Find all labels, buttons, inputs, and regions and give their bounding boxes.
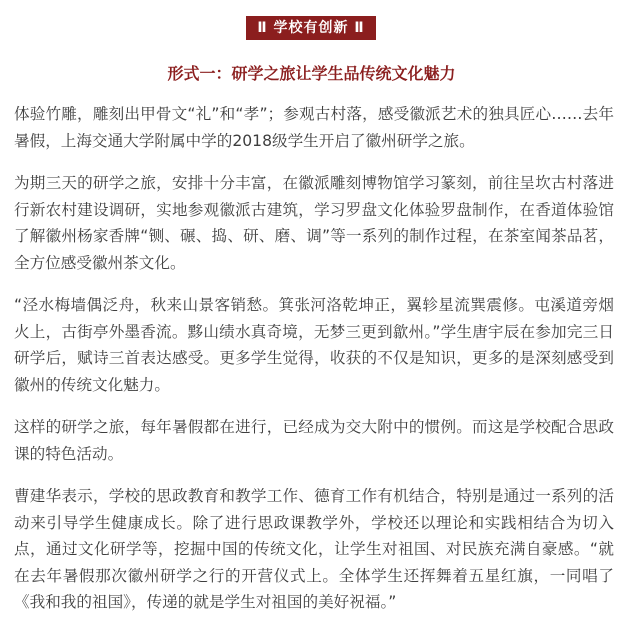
article-body [14,101,614,632]
paragraph-5: 曹建华表示，学校的思政教育和教学工作、德育工作有机结合，特别是通过一系列的活动来引导学生健康成长。除了进行思政课教学外，学校还以理论和实践相结合为切入点，通过文化研学等，挖掘中国的传统文化，让学生对祖国、对民族充满自豪感。“就在去年暑假那次徽州研学之行的开营仪式上。全体学生还挥舞着五星红旗，一同唱了《我和我的祖国》，传递的就是学生对祖国的美好祝福。” [14,487,614,611]
paragraph-4: 这样的研学之旅，每年暑假都在进行，已经成为交大附中的惯例。而这是学校配合思政课的特色活动。 [14,418,614,463]
paragraph-2: 为期三天的研学之旅，安排十分丰富，在徽派雕刻博物馆学习篆刻，前往呈坎古村落进行新农村建设调研，实地参观徽派古建筑，学习罗盘文化体验罗盘制作，在香道体验馆了解徽州杨家香牌“铡、碾、捣、研、磨、调”等一系列的制作过程，在茶室闻茶品茗，全方位感受徽州茶文化。 [14,174,614,272]
section-badge: Ⅱ 学校有创新 Ⅱ [246,16,376,40]
paragraph-3: “泾水梅墙偶泛舟，秋来山景客销愁。箕张河洛乾坤正，翼轸星流巽震修。屯溪道旁烟火上，古街亭外墨香流。黟山绩水真奇境，无梦三更到歙州。”学生唐宇辰在参加完三日研学后，赋诗三首表达感受。更多学生觉得，收获的不仅是知识，更多的是深刻感受到徽州的传统文化魅力。 [14,296,614,394]
paragraph-1: 体验竹雕，雕刻出甲骨文“礼”和“孝”；参观古村落，感受徽派艺术的独具匠心……去年暑假，上海交通大学附属中学的2018级学生开启了徽州研学之旅。 [14,105,614,150]
section-subtitle: 形式一：研学之旅让学生品传统文化魅力 [167,64,456,83]
